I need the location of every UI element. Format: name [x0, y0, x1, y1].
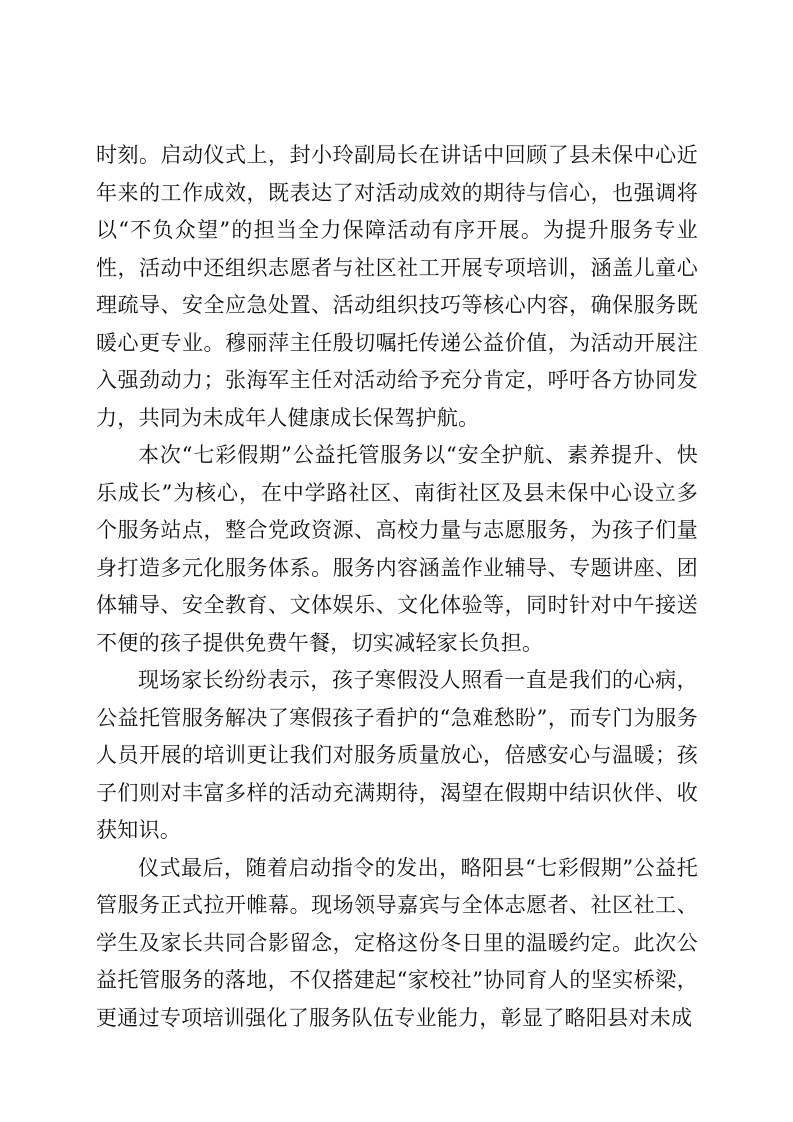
document-page: [96, 137, 698, 1037]
paragraph-service-overview: 本次“七彩假期”公益托管服务以“安全护航、素养提升、快乐成长”为核心，在中学路社区、南街社区及县未保中心设立多个服务站点，整合党政资源、高校力量与志愿服务，为孩子们量身打造多元化服务体系。服务内容涵盖作业辅导、专题讲座、团体辅导、安全教育、文体娱乐、文化体验等，同时针对中午接送不便的孩子提供免费午餐，切实减轻家长负担。: [96, 443, 698, 655]
paragraph-ceremony-closing: 仪式最后，随着启动指令的发出，略阳县“七彩假期”公益托管服务正式拉开帷幕。现场领导嘉宾与全体志愿者、社区社工、学生及家长共同合影留念，定格这份冬日里的温暖约定。此次公益托管服务的落地，不仅搭建起“家校社”协同育人的坚实桥梁，更通过专项培训强化了服务队伍专业能力，彰显了略阳县对未成: [96, 855, 698, 1030]
paragraph-opening-ceremony: 时刻。启动仪式上，封小玲副局长在讲话中回顾了县未保中心近年来的工作成效，既表达了对活动成效的期待与信心，也强调将以“不负众望”的担当全力保障活动有序开展。为提升服务专业性，活动中还组织志愿者与社区社工开展专项培训，涵盖儿童心理疏导、安全应急处置、活动组织技巧等核心内容，确保服务既暖心更专业。穆丽萍主任殷切嘱托传递公益价值，为活动开展注入强劲动力；张海军主任对活动给予充分肯定，呼吁各方协同发力，共同为未成年人健康成长保驾护航。: [96, 143, 698, 430]
paragraph-parent-feedback: 现场家长纷纷表示，孩子寒假没人照看一直是我们的心病，公益托管服务解决了寒假孩子看护的“急难愁盼”，而专门为服务人员开展的培训更让我们对服务质量放心，倍感安心与温暖；孩子们则对丰富多样的活动充满期待，渴望在假期中结识伙伴、收获知识。: [96, 668, 698, 842]
